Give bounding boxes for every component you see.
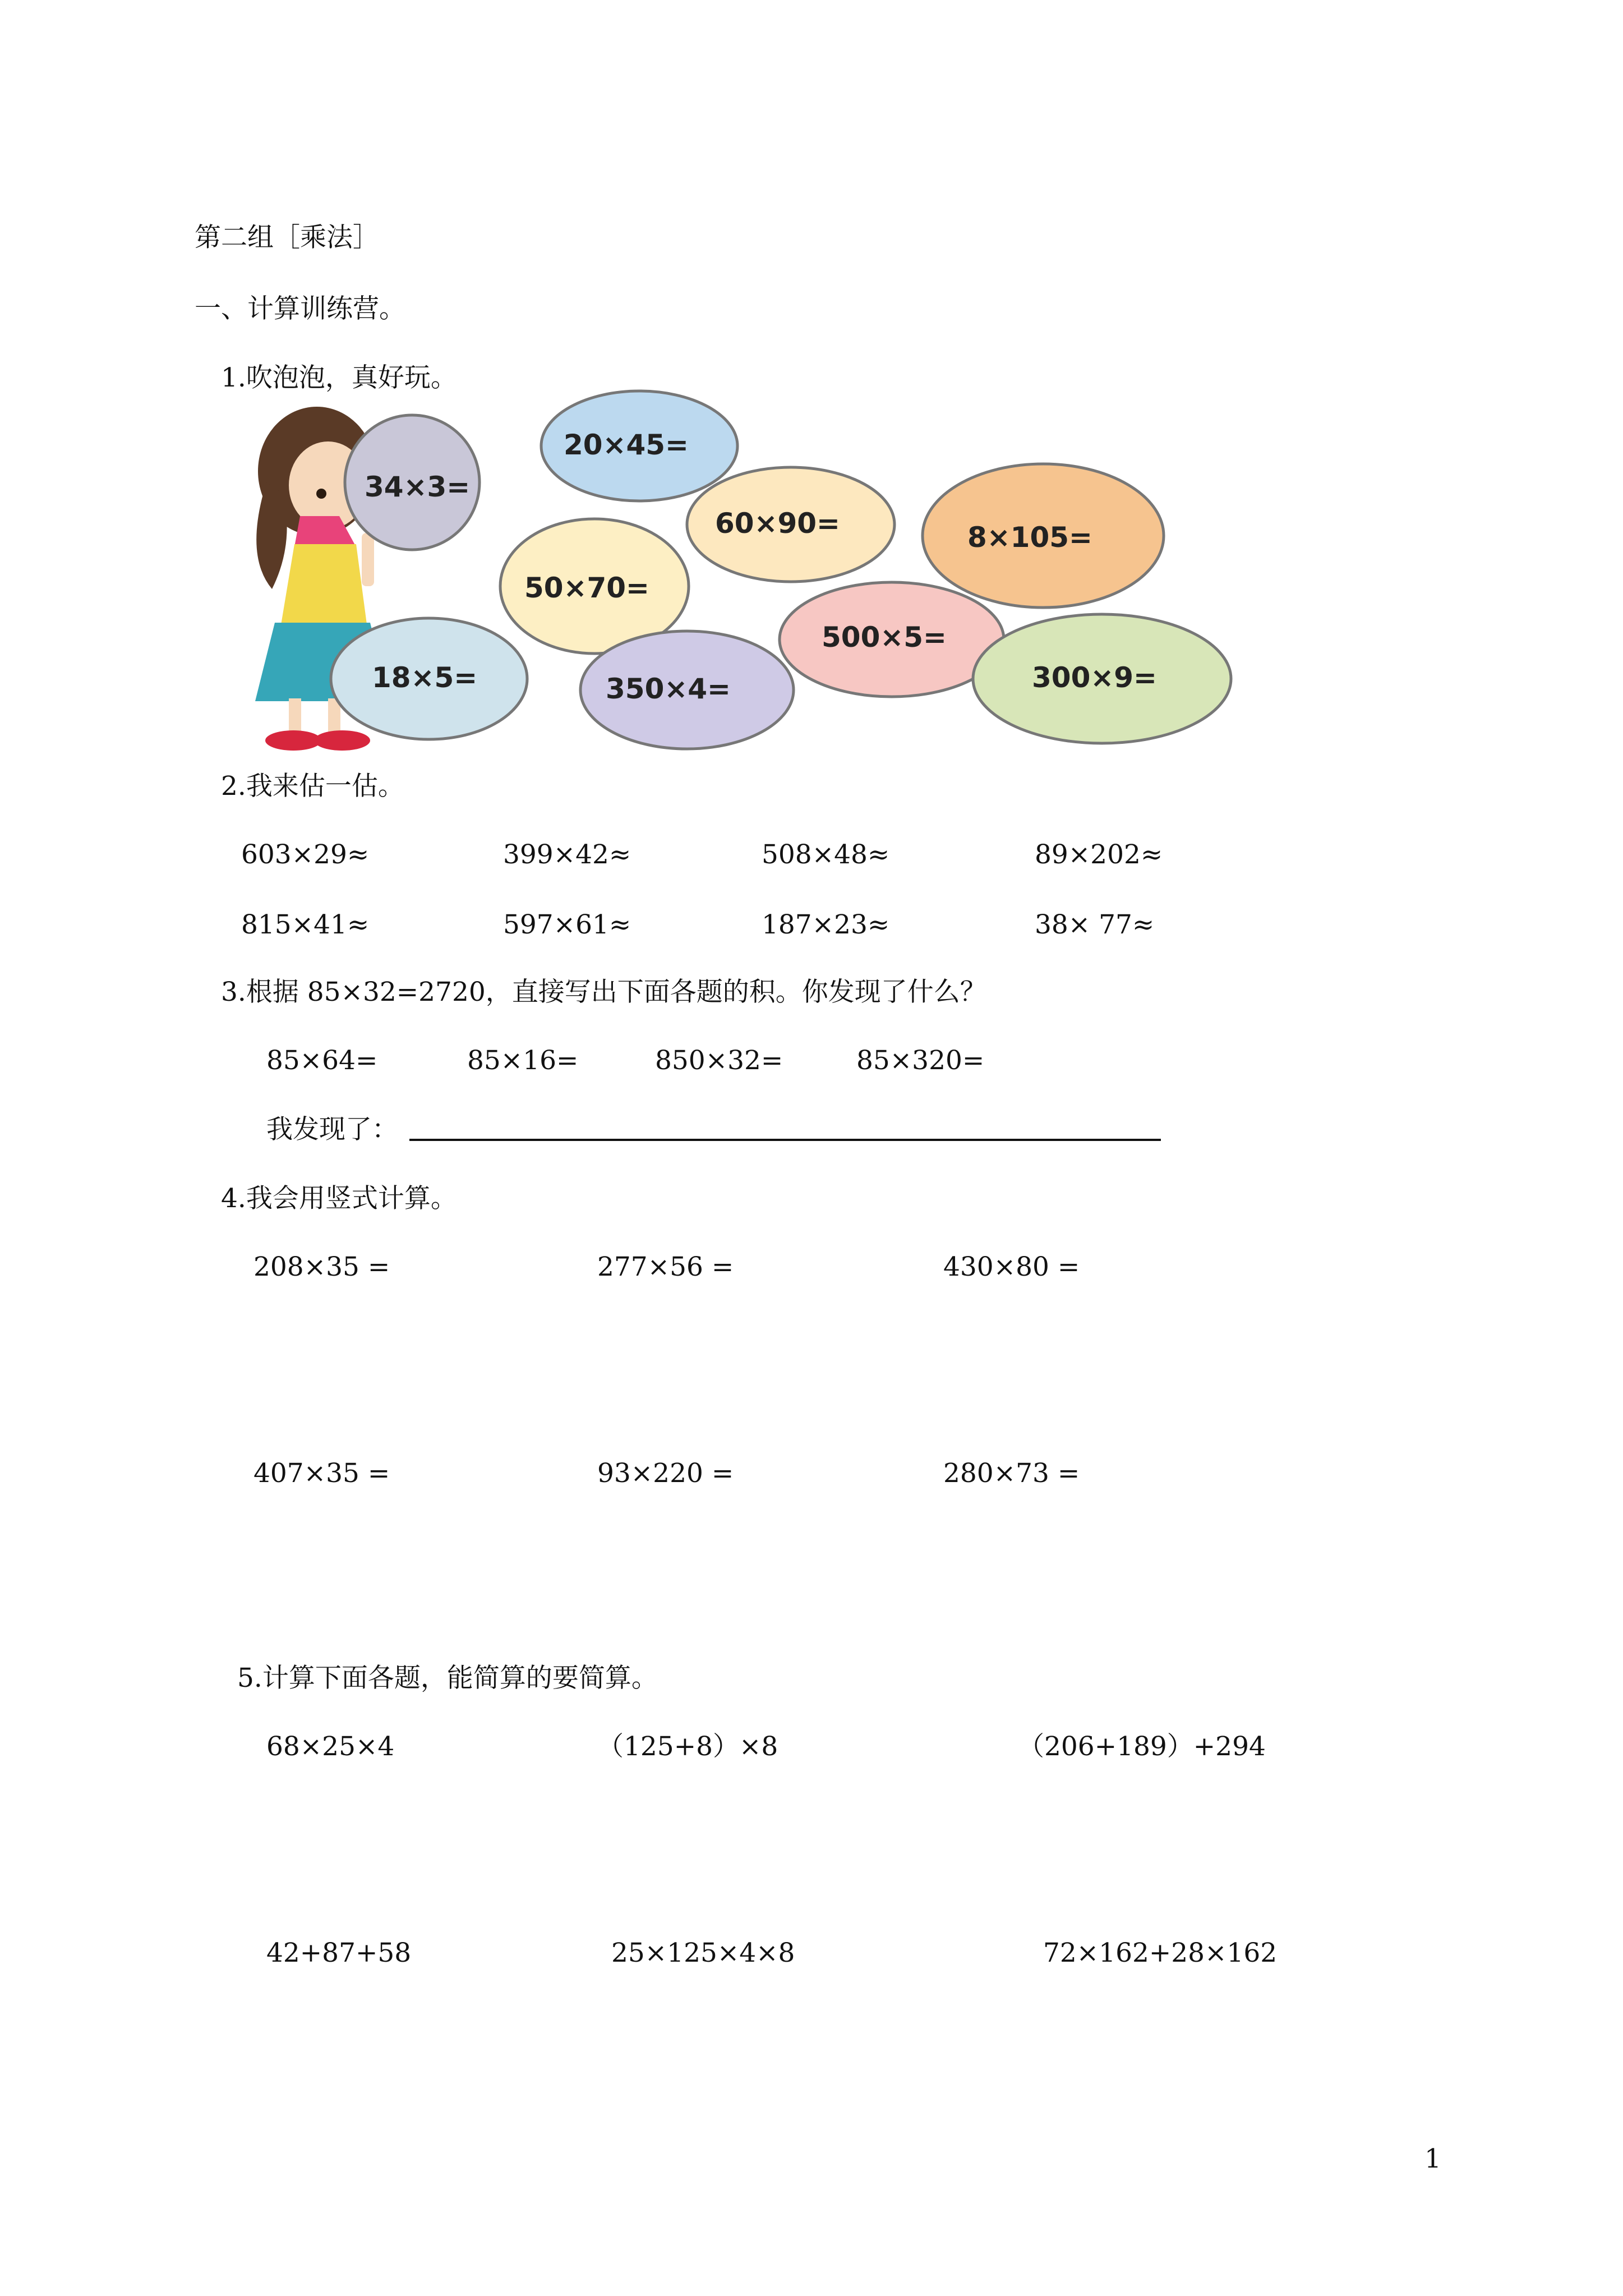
vertical-calc-item: 430×80 = [943, 1251, 1080, 1282]
vertical-calc-item: 277×56 = [597, 1251, 734, 1282]
bubble-34x3 [345, 415, 479, 550]
simplify-item: 72×162+28×162 [1043, 1938, 1278, 1968]
bubble-20x45 [541, 391, 737, 501]
q5-title: 5.计算下面各题，能简算的要简算。 [237, 1663, 658, 1694]
bubble-label: 500×5= [822, 621, 947, 654]
vertical-calc-item: 93×220 = [597, 1458, 734, 1489]
bubble-300x9 [973, 614, 1231, 743]
bubble-label: 20×45= [564, 429, 689, 461]
bubble-label: 60×90= [715, 507, 840, 540]
bubble-label: 18×5= [372, 661, 478, 694]
product-item: 850×32= [655, 1045, 783, 1076]
bubbles-illustration [227, 387, 1248, 752]
estimate-item: 187×23≈ [762, 909, 890, 940]
answer-blank-line[interactable] [409, 1139, 1161, 1141]
bubble-18x5 [331, 618, 527, 739]
vertical-calc-item: 280×73 = [943, 1458, 1080, 1489]
estimate-item: 597×61≈ [503, 909, 631, 940]
estimate-item: 399×42≈ [503, 839, 631, 870]
simplify-item: （125+8）×8 [597, 1731, 778, 1762]
estimate-item: 38× 77≈ [1035, 909, 1155, 940]
estimate-item: 508×48≈ [762, 839, 890, 870]
q3-title: 3.根据 85×32=2720，直接写出下面各题的积。你发现了什么？ [221, 977, 986, 1007]
q4-title: 4.我会用竖式计算。 [221, 1183, 457, 1214]
vertical-calc-item: 208×35 = [253, 1251, 390, 1282]
group-title: 第二组［乘法］ [195, 222, 379, 253]
simplify-item: 25×125×4×8 [611, 1938, 795, 1968]
found-label: 我发现了： [266, 1114, 398, 1145]
product-item: 85×16= [467, 1045, 579, 1076]
estimate-item: 89×202≈ [1035, 839, 1163, 870]
bubble-500x5 [780, 582, 1004, 697]
part-heading: 一、计算训练营。 [195, 293, 405, 324]
bubble-label: 8×105= [967, 521, 1092, 554]
page-number: 1 [1424, 2143, 1441, 2174]
bubble-label: 300×9= [1032, 661, 1157, 694]
simplify-item: 68×25×4 [266, 1731, 395, 1762]
estimate-item: 815×41≈ [241, 909, 370, 940]
bubble-label: 50×70= [524, 572, 649, 604]
product-item: 85×320= [856, 1045, 985, 1076]
bubble-8x105 [923, 464, 1164, 608]
simplify-item: （206+189）+294 [1018, 1731, 1266, 1762]
bubble-label: 34×3= [365, 471, 471, 503]
vertical-calc-item: 407×35 = [253, 1458, 390, 1489]
product-item: 85×64= [266, 1045, 378, 1076]
q2-title: 2.我来估一估。 [221, 771, 404, 802]
bubble-label: 350×4= [606, 673, 731, 705]
q1-title: 1.吹泡泡，真好玩。 [221, 362, 457, 393]
bubble-60x90 [687, 467, 895, 582]
simplify-item: 42+87+58 [266, 1938, 412, 1968]
bubble-350x4 [580, 631, 794, 749]
estimate-item: 603×29≈ [241, 839, 370, 870]
